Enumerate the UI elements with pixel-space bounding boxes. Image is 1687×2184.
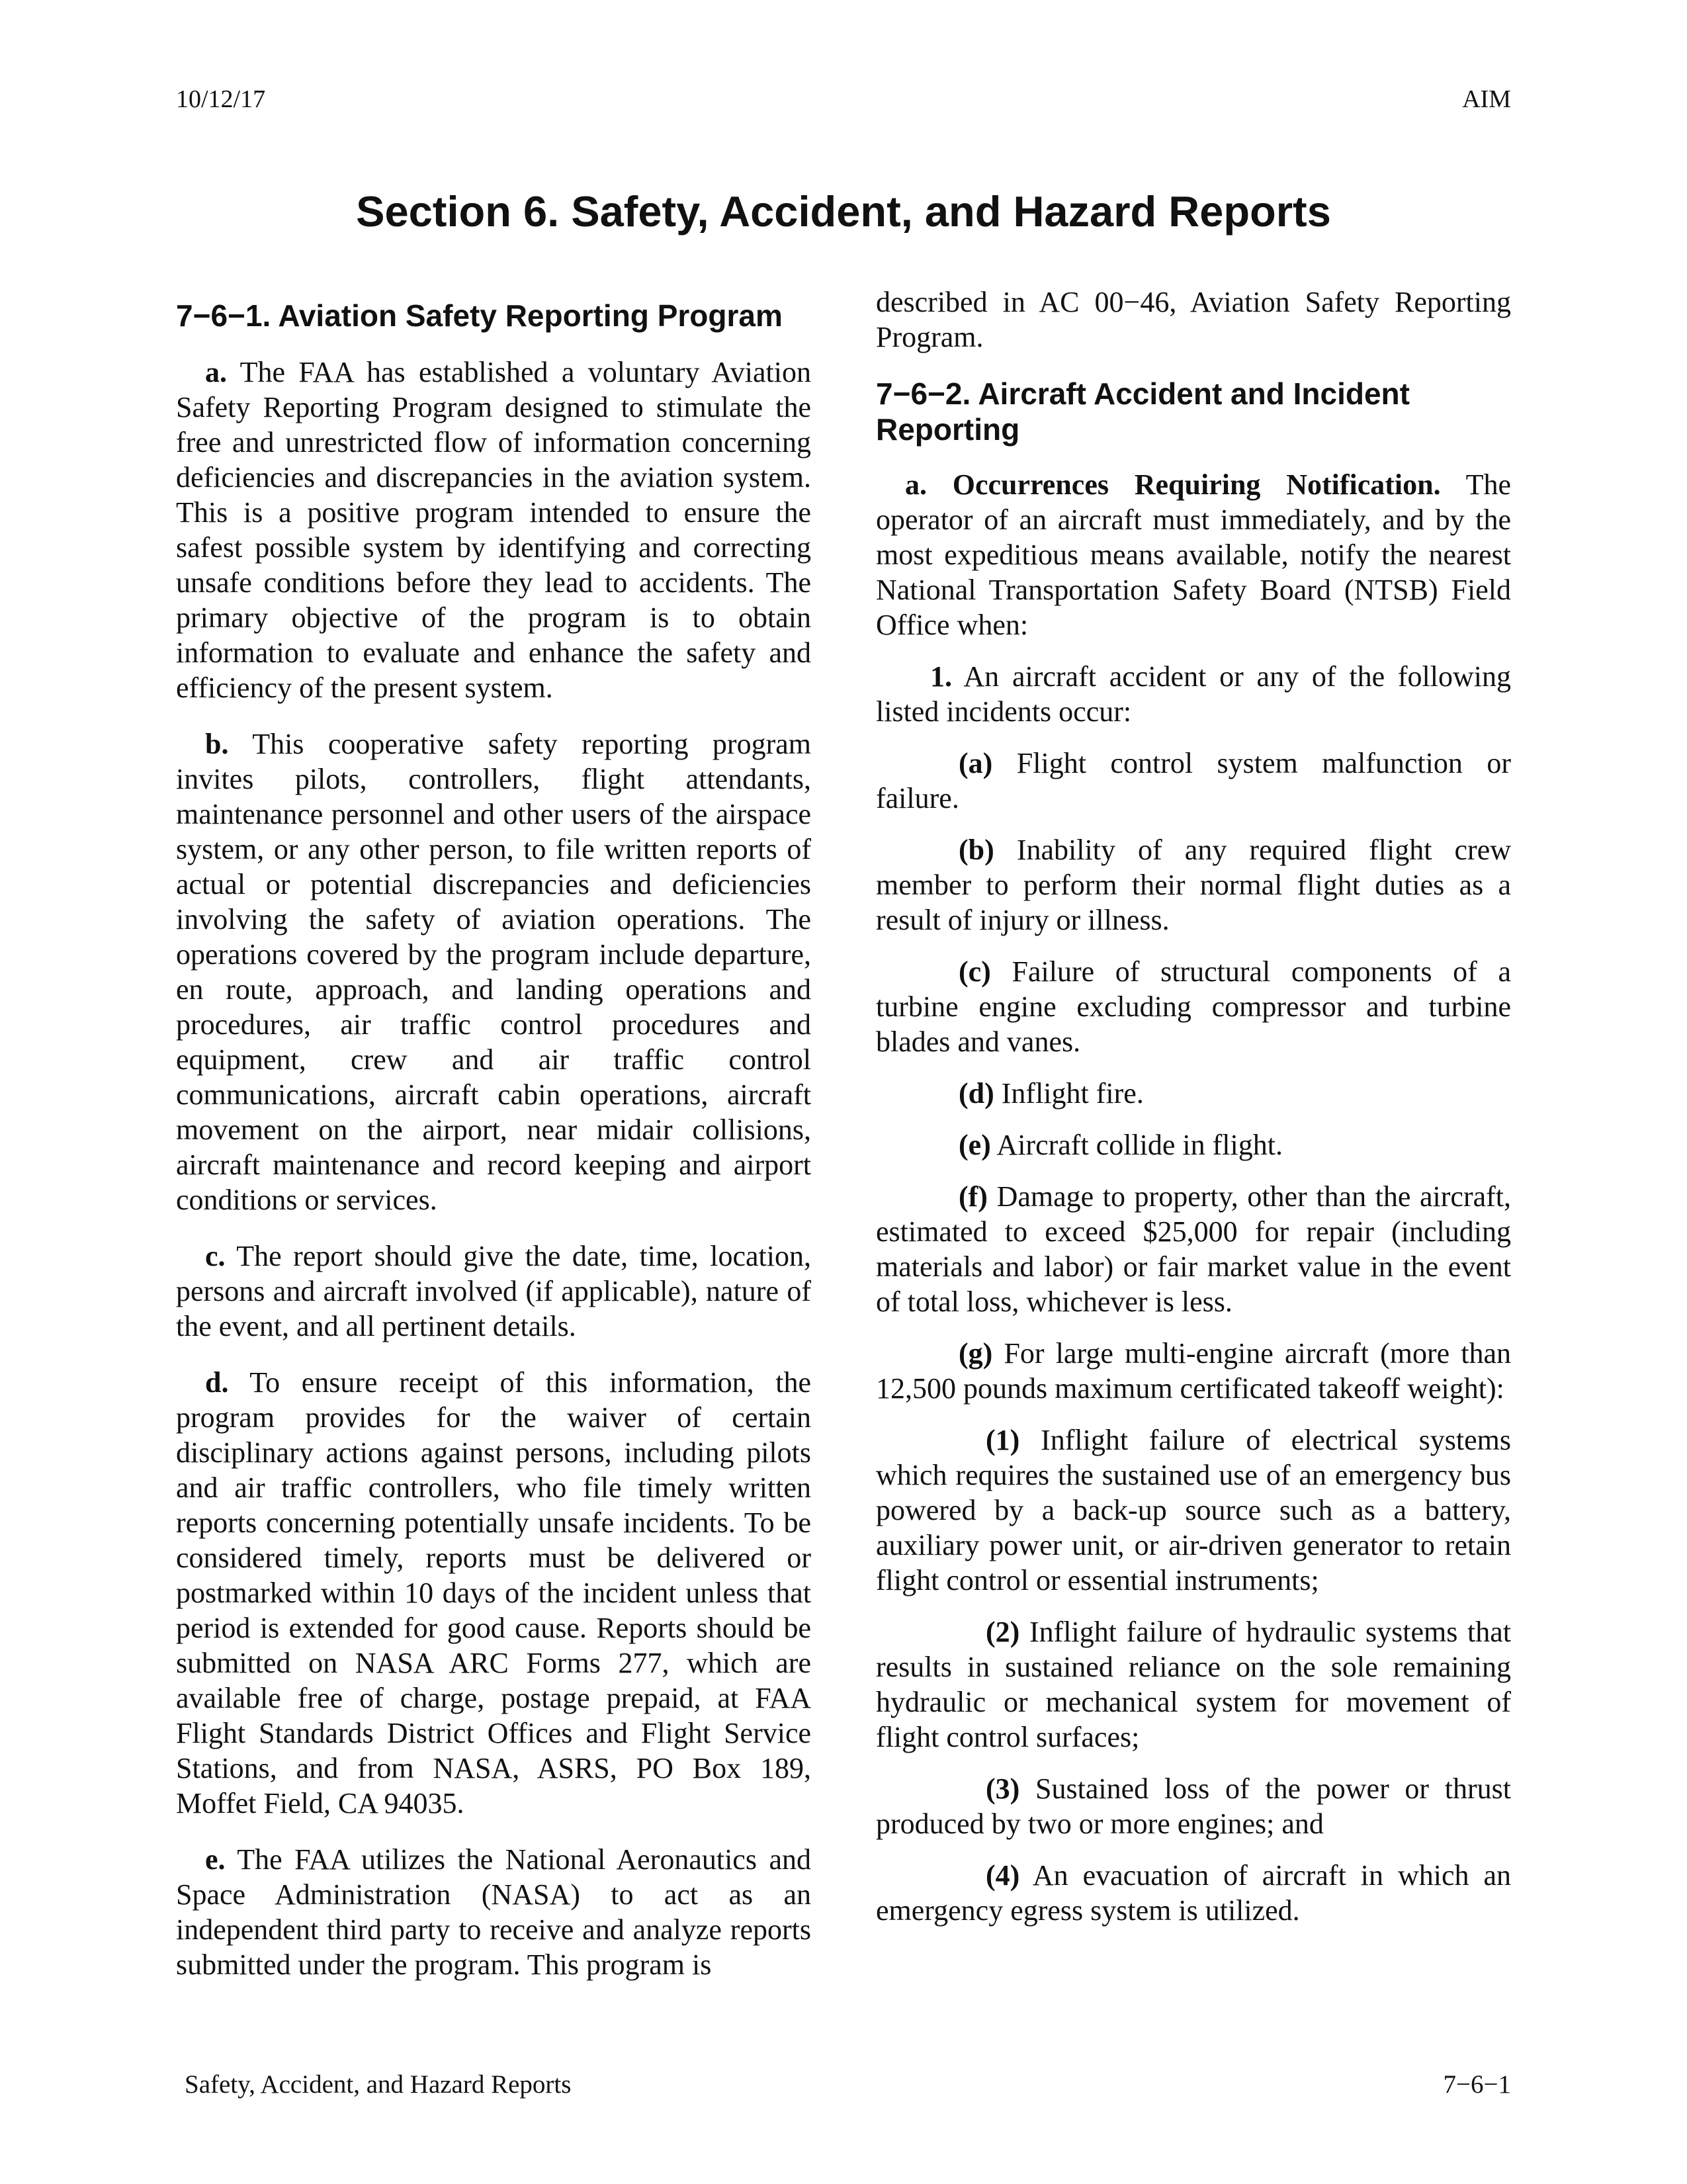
subsubitem-3 [876,1771,1511,1841]
subitem-g [876,1336,1511,1406]
heading-7-6-1: 7−6−1. Aviation Safety Reporting Program [176,298,783,333]
left-column [176,284,811,1982]
paragraph-7-6-1-c [176,1239,811,1344]
paragraph-label: c. [205,1240,226,1272]
subsubitem-1 [876,1422,1511,1598]
subitem-text: Failure of structural components of a turbine engine excluding compressor and turbine blades and vanes. [876,955,1511,1058]
header-date: 10/12/17 [176,85,266,113]
subsubitem-text: Inflight failure of electrical systems which requires the sustained use of an emergency bus powered by a back-up source such as a battery, auxiliary power unit, or air-driven generator to retain flight control or essential instruments; [876,1424,1512,1596]
subitem-text: Inflight fire. [1001,1077,1144,1110]
item-1 [876,659,1511,729]
subitem-d [876,1076,1511,1111]
paragraph-text: To ensure receipt of this information, the program provides for the waiver of certain disciplinary actions against persons, including pilots and air traffic controllers, who file timely written reports concerning potentially unsafe incidents. To be considered timely, reports must be delivered or postmarked within 10 days of the incident unless that period is extended for good cause. Reports should be submitted on NASA ARC Forms 277, which are available free of charge, postage prepaid, at FAA Flight Standards District Offices and Flight Service Stations, and from NASA, ASRS, PO Box 189, Moffet Field, CA 94035. [176,1366,811,1819]
subitem-text: Damage to property, other than the aircraft, estimated to exceed $25,000 for repair (including materials and labor) or fair market value in the event of total loss, whichever is less. [876,1180,1512,1318]
subsubitem-text: An evacuation of aircraft in which an emergency egress system is utilized. [876,1859,1511,1927]
subitem-text: For large multi-engine aircraft (more than 12,500 pounds maximum certificated takeoff weight): [876,1337,1512,1405]
page-number: 7−6−1 [1443,2070,1511,2099]
paragraph-text: This cooperative safety reporting program invites pilots, controllers, flight attendants, maintenance personnel and other users of the airspace system, or any other person, to file written reports of actual or potential discrepancies and deficiencies involving the safety of aviation operations. The operations covered by the program include departure, en route, approach, and landing operations and procedures, air traffic control procedures and equipment, crew and air traffic control communications, aircraft cabin operations, aircraft movement on the airport, near midair collisions, aircraft maintenance and record keeping and airport conditions or services. [176,728,811,1216]
item-label: 1. [930,660,952,693]
paragraph-text: The report should give the date, time, location, persons and aircraft involved (if applicable), nature of the event, and all pertinent details. [176,1240,811,1342]
header-publication: AIM [1462,85,1511,113]
subsubitem-label: (2) [986,1616,1020,1648]
paragraph-7-6-1-b [176,726,811,1217]
paragraph-7-6-1-a [176,355,811,705]
paragraph-7-6-1-e [176,1842,811,1982]
subitem-b [876,832,1511,938]
paragraph-label: d. [205,1366,229,1399]
paragraph-text: The FAA has established a voluntary Aviation Safety Reporting Program designed to stimulate the free and unrestricted flow of information concerning deficiencies and discrepancies in the aviation system. This is a positive program intended to ensure the safest possible system by identifying and correcting unsafe conditions before they lead to accidents. The primary objective of the program is to obtain information to evaluate and enhance the safety and efficiency of the present system. [176,356,811,704]
subsubitem-text: Sustained loss of the power or thrust produced by two or more engines; and [876,1772,1512,1840]
heading-7-6-2: 7−6−2. Aircraft Accident and Incident Reporting [876,376,1410,447]
paragraph-label: e. [205,1843,226,1876]
subitem-f [876,1179,1511,1319]
subitem-label: (b) [959,834,994,866]
paragraph-text: The operator of an aircraft must immediately, and by the most expeditious means available, notify the nearest National Transportation Safety Board (NTSB) Field Office when: [876,468,1511,641]
subsubitem-label: (3) [986,1772,1020,1805]
subsubitem-text: Inflight failure of hydraulic systems that results in sustained reliance on the sole remaining hydraulic or mechanical system for movement of flight control surfaces; [876,1616,1511,1753]
subsubitem-label: (4) [986,1859,1020,1892]
subitem-label: (d) [959,1077,994,1110]
subitem-c [876,954,1511,1059]
paragraph-text: The FAA utilizes the National Aeronautics and Space Administration (NASA) to act as an independent third party to receive and analyze reports submitted under the program. This program is [176,1843,811,1981]
subitem-text: Aircraft collide in flight. [996,1129,1283,1161]
subsubitem-label: (1) [986,1424,1020,1456]
subitem-label: (g) [959,1337,993,1370]
subitem-label: (f) [959,1180,988,1213]
subsubitem-2 [876,1614,1511,1755]
subitem-text: Flight control system malfunction or failure. [876,747,1511,814]
subsubitem-4 [876,1858,1511,1928]
paragraph-label: a. [905,468,927,501]
subitem-label: (c) [959,955,991,988]
subitem-label: (e) [959,1129,991,1161]
footer-title: Safety, Accident, and Hazard Reports [185,2070,572,2099]
subitem-e [876,1127,1511,1162]
paragraph-7-6-1-d [176,1365,811,1821]
subitem-a [876,746,1511,816]
subitem-label: (a) [959,747,993,779]
paragraph-7-6-2-a [876,467,1511,642]
right-column [876,284,1511,1928]
section-title: Section 6. Safety, Accident, and Hazard Reports [356,187,1331,236]
paragraph-label: a. [205,356,227,388]
paragraph-title: Occurrences Requiring Notification. [952,468,1441,501]
subitem-text: Inability of any required flight crew member to perform their normal flight duties as a result of injury or illness. [876,834,1511,936]
paragraph-7-6-1-e-continued: described in AC 00−46, Aviation Safety Reporting Program. [876,286,1511,353]
paragraph-label: b. [205,728,229,760]
item-text: An aircraft accident or any of the following listed incidents occur: [876,660,1511,728]
